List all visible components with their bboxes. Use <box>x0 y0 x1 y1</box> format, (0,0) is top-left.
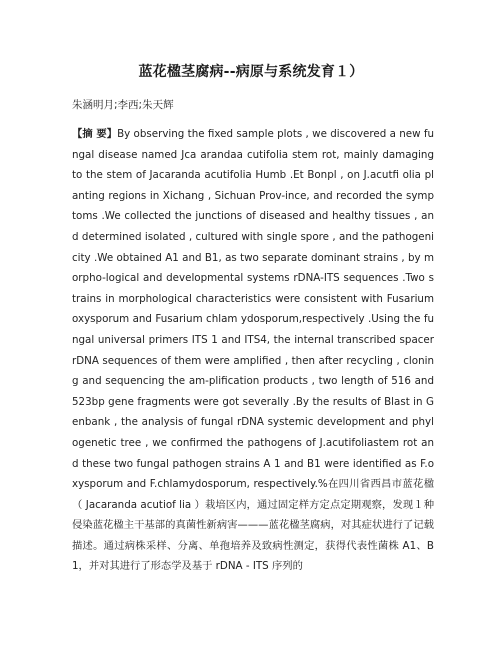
paper-title: 蓝花楹茎腐病--病原与系统发育１） <box>138 64 364 80</box>
author-list: 朱涵明月;李西;朱天辉 <box>72 99 174 111</box>
abstract-text: By observing the fixed sample plots , we discovered a new fungal disease named Jca arandaa cutifolia stem rot, mainly damaging to the stem of Jacaranda acutifolia Humb .Et Bonpl , on J.acutfi olia planting regions in Xichang , Sichuan Prov-ince, and recorded the symptoms .We collected the junctions of diseased and healthy tissues , and determined isolated , cultured with single spore , and the pathogenicity .We obtained A1 and B1, as two separate dominant strains , by morpho-logical and developmental systems rDNA-ITS sequences .Two strains in morphological characteristics were consistent with Fusarium oxysporum and Fusarium chlam ydosporum,respectively .Using the fungal universal primers ITS 1 and ITS4, the internal transcribed spacer rDNA sequences of them were amplified , then after recycling , cloning and sequencing the am-plification products , two length of 516 and 523bp gene fragments were got severally .By the results of Blast in Genbank , the analysis of fungal rDNA systemic development and phylogenetic tree , we confirmed the pathogens of J.acutifoliastem rot and these two fungal pathogen strains A 1 and B1 were identified as F.oxysporum and F.chlamydosporum, respectively.%在四川省西昌市蓝花楹（ Jacaranda acutiof lia ）栽培区内，通过固定样方定点定期观察，发现１种侵染蓝花楹主干基部的真菌性新病害———蓝花楹茎腐病，对其症状进行了记载描述。通过病株采样、分离、单孢培养及致病性测定，获得代表性菌株 A1、B1，并对其进行了形态学及基于 rDNA - ITS 序列的 <box>72 128 434 573</box>
abstract-paragraph <box>72 124 434 577</box>
abstract-label: 【摘 要】 <box>72 128 118 140</box>
